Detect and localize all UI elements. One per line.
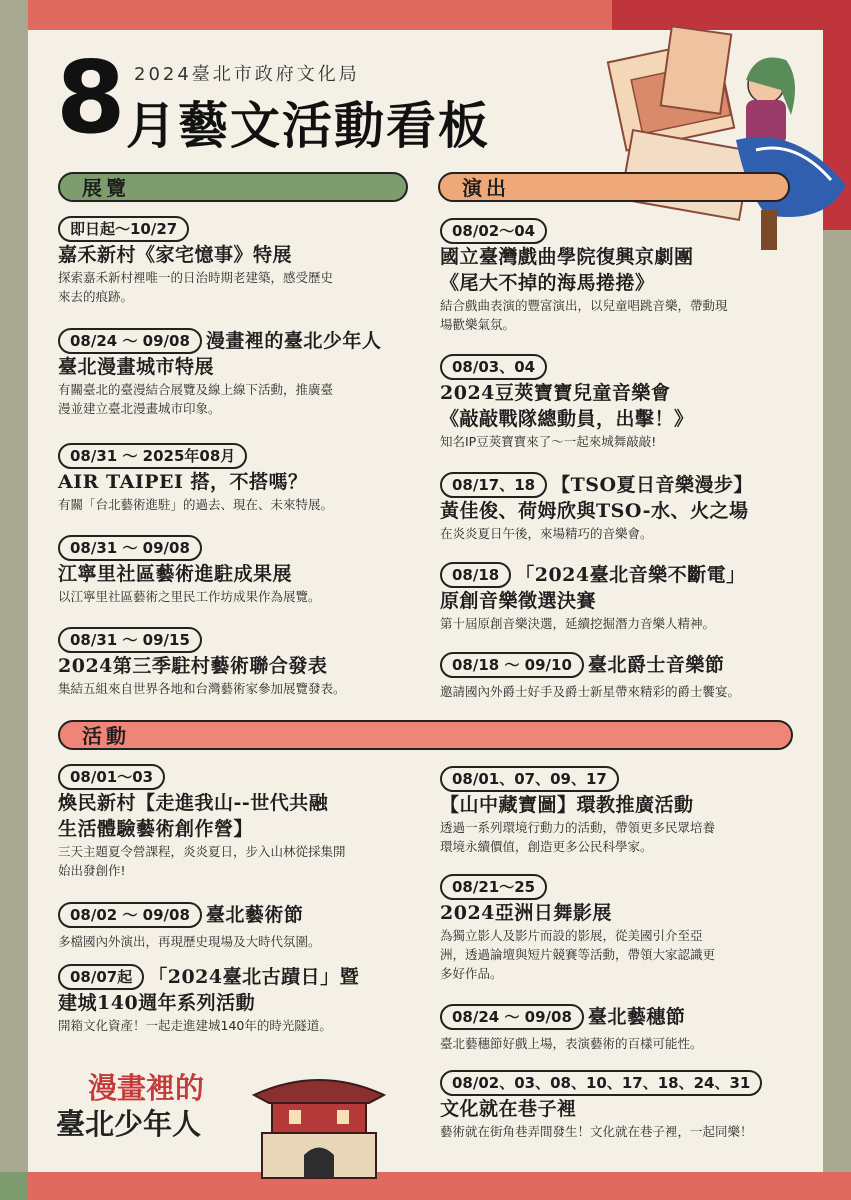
event-date-badge: 08/01～03 (58, 764, 165, 790)
exhibition-item (58, 627, 346, 698)
event-desc: 多檔國內外演出，再現歷史現場及大時代氛圍。 (58, 934, 321, 949)
performance-item (440, 562, 746, 633)
section-exhibition-label: 展覽 (82, 176, 130, 200)
event-desc: 開箱文化資產！一起走進建城140年的時光隧道。 (58, 1018, 332, 1033)
event-desc: 臺北藝穗節好戲上場，表演藝術的百樣可能性。 (440, 1036, 703, 1051)
event-desc: 第十屆原創音樂決選，延續挖掘潛力音樂人精神。 (440, 616, 716, 631)
section-exhibition (58, 172, 408, 202)
event-date-badge: 08/31 ～ 09/08 (58, 535, 202, 561)
city-gate-illustration (244, 1065, 394, 1180)
performance-item (440, 652, 740, 701)
bottom-border (0, 1172, 851, 1200)
activity-item (440, 766, 715, 856)
event-desc: 集結五組來自世界各地和台灣藝術家參加展覽發表。 (58, 681, 346, 696)
comic-youth-logo (56, 1070, 204, 1142)
right-border (823, 230, 851, 1200)
event-title: 2024豆莢寶寶兒童音樂會 (440, 382, 671, 404)
event-date-badge: 08/07起 (58, 964, 144, 990)
event-date-badge: 08/18 (440, 562, 511, 588)
activity-item (440, 874, 715, 983)
event-title: 臺北漫畫城市特展 (58, 356, 215, 378)
performance-item (440, 218, 728, 334)
event-desc: 洲，透過論壇與短片競賽等活動，帶領大家認識更 (440, 947, 716, 962)
event-desc: 以江寧里社區藝術之里民工作坊成果作為展覽。 (58, 589, 321, 604)
event-date-badge: 08/24 ～ 09/08 (58, 328, 202, 354)
event-desc: 探索嘉禾新村裡唯一的日治時期老建築，感受歷史 (58, 270, 334, 285)
event-title-inline: 臺北藝穗節 (587, 1006, 686, 1028)
event-desc: 三天主題夏令營課程，炎炎夏日，步入山林從採集開 (58, 844, 346, 859)
event-date-badge: 08/24 ～ 09/08 (440, 1004, 584, 1030)
header-month-number: 8 (56, 39, 126, 156)
exhibition-item (58, 443, 333, 514)
activity-item (440, 1004, 703, 1053)
event-date-badge: 08/03、04 (440, 354, 547, 380)
event-desc: 有關「台北藝術進駐」的過去、現在、未來特展。 (58, 497, 334, 512)
event-desc: 環境永續價值，創造更多公民科學家。 (440, 839, 653, 854)
logo-line1: 漫畫裡的 (88, 1071, 205, 1105)
event-title-inline: 【TSO夏日音樂漫步】 (551, 474, 754, 496)
activity-item (58, 964, 359, 1035)
exhibition-item (58, 535, 321, 606)
bottom-left-corner (0, 1172, 28, 1200)
left-border (0, 0, 28, 1200)
event-title: 江寧里社區藝術進駐成果展 (58, 563, 293, 585)
section-performance-label: 演出 (462, 176, 510, 200)
event-title-inline: 「2024臺北音樂不斷電」 (515, 564, 746, 586)
event-desc: 為獨立影人及影片而設的影展，從美國引介至亞 (440, 928, 703, 943)
event-title: 嘉禾新村《家宅憶事》特展 (58, 244, 293, 266)
event-desc: 場歡樂氣氛。 (440, 317, 516, 332)
event-desc: 結合戲曲表演的豐富演出，以兒童唱跳音樂，帶動現 (440, 298, 728, 313)
activity-item (58, 902, 321, 951)
event-title-inline: 漫畫裡的臺北少年人 (205, 330, 382, 352)
event-date-badge: 08/21～25 (440, 874, 547, 900)
event-title-line2: 《敲敲戰隊總動員，出擊！》 (440, 408, 694, 430)
event-title: 2024第三季駐村藝術聯合發表 (58, 655, 328, 677)
event-title: AIR TAIPEI 搭，不搭嗎？ (58, 471, 308, 493)
section-activity-label: 活動 (82, 724, 130, 748)
event-title-line2: 生活體驗藝術創作營】 (58, 818, 254, 840)
section-performance (438, 172, 790, 202)
event-title-inline: 臺北爵士音樂節 (587, 654, 725, 676)
event-desc: 來去的痕跡。 (58, 289, 134, 304)
section-activity (58, 720, 793, 750)
event-title: 文化就在巷子裡 (440, 1098, 577, 1120)
event-date-badge: 08/02 ～ 09/08 (58, 902, 202, 928)
activity-item (440, 1070, 762, 1141)
event-desc: 漫並建立臺北漫畫城市印象。 (58, 401, 221, 416)
event-date-badge: 08/31 ～ 2025年08月 (58, 443, 247, 469)
header-title: 月藝文活動看板 (126, 96, 490, 155)
performance-item (440, 472, 753, 543)
event-desc: 在炎炎夏日午後，來場精巧的音樂會。 (440, 526, 653, 541)
performance-item (440, 354, 694, 451)
event-desc: 知名IP豆莢寶寶來了～一起來城舞敲敲! (440, 434, 657, 449)
event-date-badge: 08/02、03、08、10、17、18、24、31 (440, 1070, 762, 1096)
event-title: 原創音樂徵選決賽 (440, 590, 597, 612)
event-desc: 多好作品。 (440, 966, 503, 981)
event-date-badge: 即日起～10/27 (58, 216, 189, 242)
event-title-line2: 《尾大不掉的海馬捲捲》 (440, 272, 655, 294)
event-desc: 有關臺北的臺漫結合展覽及線上線下活動，推廣臺 (58, 382, 334, 397)
event-date-badge: 08/02～04 (440, 218, 547, 244)
event-title-inline: 「2024臺北古蹟日」暨 (148, 966, 360, 988)
event-desc: 藝術就在街角巷弄間發生！文化就在巷子裡，一起同樂！ (440, 1124, 753, 1139)
event-date-badge: 08/01、07、09、17 (440, 766, 619, 792)
event-date-badge: 08/18 ～ 09/10 (440, 652, 584, 678)
event-title: 煥民新村【走進我山--世代共融 (58, 792, 329, 814)
event-title: 建城140週年系列活動 (58, 992, 256, 1014)
event-desc: 透過一系列環境行動力的活動，帶領更多民眾培養 (440, 820, 716, 835)
event-date-badge: 08/17、18 (440, 472, 547, 498)
event-desc: 邀請國內外爵士好手及爵士新星帶來精彩的爵士饗宴。 (440, 684, 741, 699)
exhibition-item (58, 328, 381, 418)
event-title: 黃佳俊、荷姆欣與TSO-水、火之場 (440, 500, 749, 522)
event-title-inline: 臺北藝術節 (205, 904, 304, 926)
exhibition-item (58, 216, 333, 306)
activity-item (58, 764, 346, 880)
event-title: 【山中藏寶圖】環教推廣活動 (440, 794, 694, 816)
event-title: 國立臺灣戲曲學院復興京劇團 (440, 246, 694, 268)
logo-line2: 臺北少年人 (56, 1107, 202, 1141)
event-desc: 始出發創作! (58, 863, 126, 878)
header-subtitle: 2024臺北市政府文化局 (134, 64, 360, 85)
event-date-badge: 08/31 ～ 09/15 (58, 627, 202, 653)
event-title: 2024亞洲日舞影展 (440, 902, 612, 924)
